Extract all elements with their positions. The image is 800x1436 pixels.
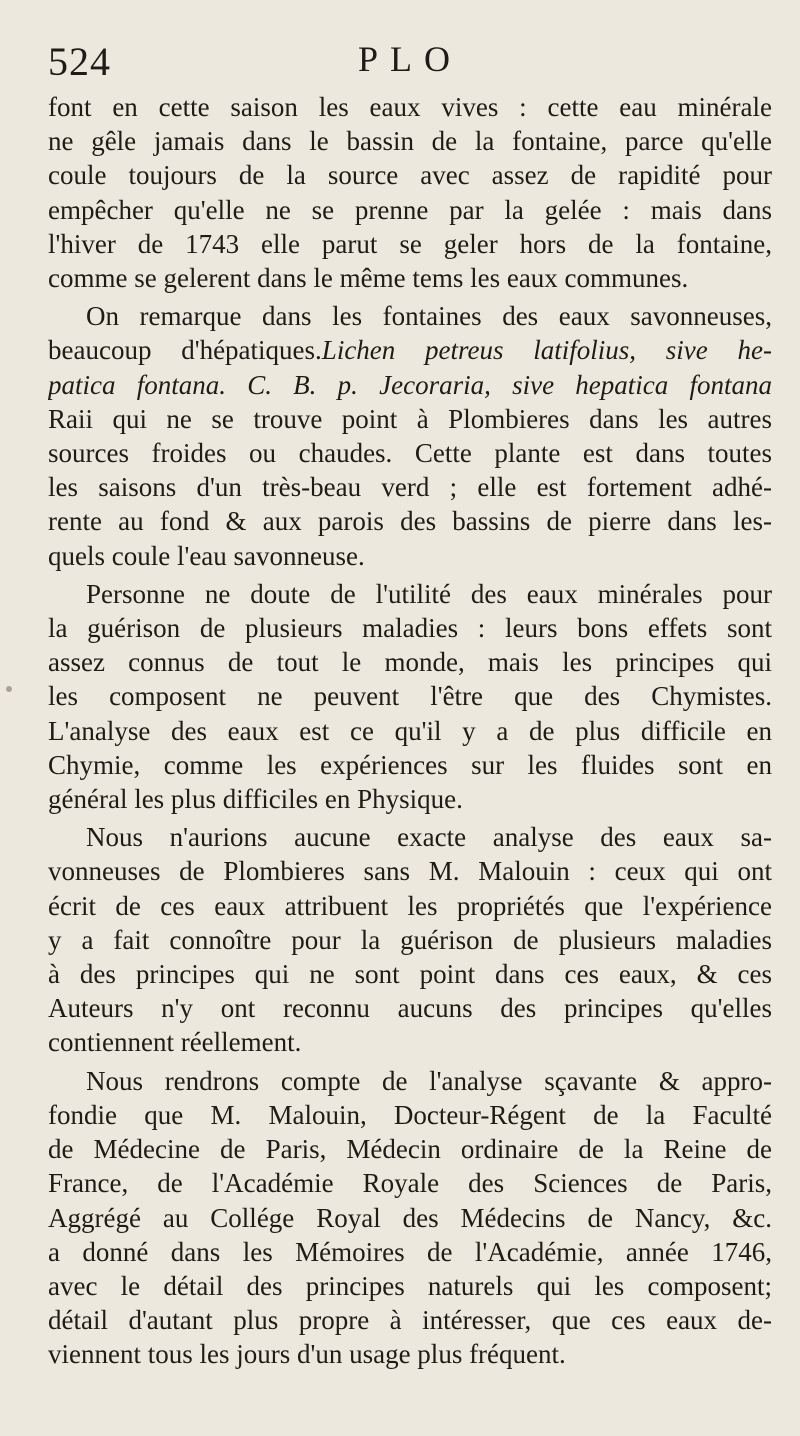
body-text: [48, 90, 772, 1372]
text-line: font en cette saison les eaux vives : cette eau minérale: [48, 92, 772, 122]
text-line: la guérison de plusieurs maladies : leurs bons effets sont: [48, 613, 772, 644]
text-line: général les plus difficiles en Physique.: [48, 784, 463, 815]
text-line: ne gêle jamais dans le bassin de la fontaine, parce qu'elle: [48, 126, 772, 157]
text-line: fondie que M. Malouin, Docteur-Régent de la Faculté: [48, 1099, 772, 1130]
text-line: patica fontana. C. B. p. Jecoraria, sive hepatica fontana: [48, 369, 772, 400]
paragraph-5: [48, 1064, 772, 1372]
italic-botanical-name: Lichen petreus latifolius, sive he-: [321, 335, 772, 366]
paragraph-3: [48, 577, 772, 816]
text-line: coule toujours de la source avec assez de rapidité pour: [48, 160, 772, 191]
paragraph-1: [48, 90, 772, 295]
text-line: Nous n'aurions aucune exacte analyse des eaux sa-: [86, 822, 772, 853]
text-line: les saisons d'un très-beau verd ; elle est fortement adhé-: [48, 472, 772, 503]
text-line: quels coule l'eau savonneuse.: [48, 540, 365, 571]
text-line: Personne ne doute de l'utilité des eaux minérales pour: [86, 578, 772, 609]
text-line: assez connus de tout le monde, mais les principes qui: [48, 647, 772, 678]
text-line: France, de l'Académie Royale des Sciences de Paris,: [48, 1168, 772, 1199]
text-line: les composent ne peuvent l'être que des Chymistes.: [48, 681, 772, 712]
text-line: l'hiver de 1743 elle parut se geler hors de la fontaine,: [48, 228, 772, 259]
text-line-mixed: [48, 333, 772, 367]
text-line: On remarque dans les fontaines des eaux savonneuses,: [86, 301, 772, 332]
text-line: écrit de ces eaux attribuent les propriétés que l'expérience: [48, 890, 772, 921]
text-line: empêcher qu'elle ne se prenne par la gelée : mais dans: [48, 194, 772, 225]
text-line: Auteurs n'y ont reconnu aucuns des principes qu'elles: [48, 993, 772, 1024]
text-line: sources froides ou chaudes. Cette plante est dans toutes: [48, 438, 772, 469]
text-line: y a fait connoître pour la guérison de plusieurs maladies: [48, 924, 772, 955]
text-line: de Médecine de Paris, Médecin ordinaire de la Reine de: [48, 1134, 772, 1165]
text-line: rente au fond & aux parois des bassins de pierre dans les-: [48, 506, 772, 537]
text-line: vonneuses de Plombieres sans M. Malouin : ceux qui ont: [48, 856, 772, 887]
paragraph-4: [48, 820, 772, 1059]
running-head: PLO: [357, 39, 462, 79]
text-line: viennent tous les jours d'un usage plus fréquent.: [48, 1339, 566, 1370]
text-line: Chymie, comme les expériences sur les fluides sont en: [48, 749, 772, 780]
text-line: Raii qui ne se trouve point à Plombieres dans les autres: [48, 403, 772, 434]
ink-speck: [6, 686, 12, 692]
page-header: [48, 38, 772, 90]
text-line: avec le détail des principes naturels qui les composent;: [48, 1270, 772, 1301]
text-line: L'analyse des eaux est ce qu'il y a de plus difficile en: [48, 715, 772, 746]
text-line: Nous rendrons compte de l'analyse sçavante & appro-: [86, 1065, 772, 1096]
text-line: contiennent réellement.: [48, 1027, 302, 1058]
text-line: à des principes qui ne sont point dans ces eaux, & ces: [48, 959, 772, 990]
text-line: a donné dans les Mémoires de l'Académie, année 1746,: [48, 1236, 772, 1267]
paragraph-2: [48, 299, 772, 573]
text-line: Aggrégé au Collége Royal des Médecins de Nancy, &c.: [48, 1202, 772, 1233]
text-run: beaucoup d'hépatiques.: [48, 335, 322, 366]
page-number: 524: [48, 39, 111, 84]
text-line: détail d'autant plus propre à intéresser, que ces eaux de-: [48, 1305, 772, 1336]
text-line: comme se gelerent dans le même tems les eaux communes.: [48, 263, 689, 294]
